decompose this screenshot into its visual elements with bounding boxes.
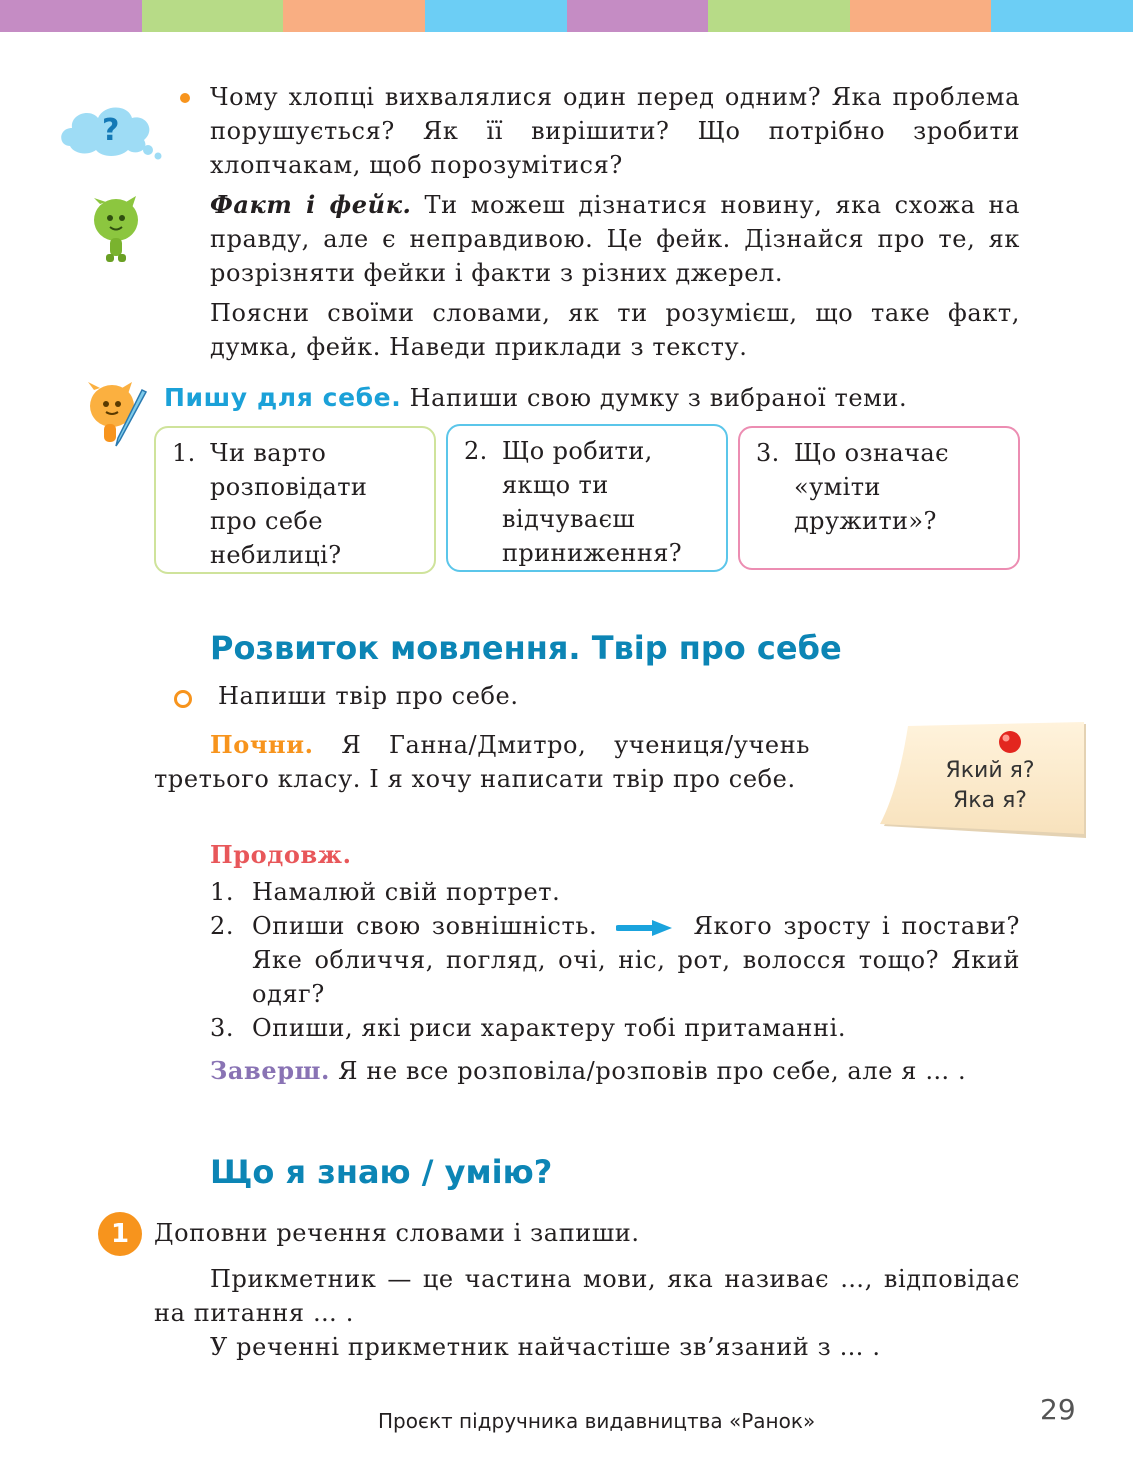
list-item bbox=[210, 909, 1020, 1011]
note-line: Який я? bbox=[945, 758, 1035, 783]
section-title-knowledge: Що я знаю / умію? bbox=[210, 1153, 553, 1191]
bullet-dot bbox=[180, 93, 190, 103]
exercise-number-badge: 1 bbox=[98, 1212, 142, 1256]
topic-number: 1. bbox=[172, 439, 196, 467]
step-text: Опиши свою зовнішність. bbox=[252, 912, 598, 940]
step-text: Опиши, які риси характеру тобі притаманні. bbox=[252, 1014, 847, 1042]
exercise-sentence: Прикметник — це частина мови, яка називає …, відповідає на питання … . bbox=[154, 1265, 1020, 1327]
fact-fake-text: Ти можеш дізнатися новину, яка схожа на правду, але є неправдивою. Це фейк. Дізнайся про те, як розрізняти фейки і факти з різних джерел. bbox=[210, 191, 1020, 287]
finish-label: Заверш. bbox=[210, 1056, 330, 1085]
topic-text: Що означає «уміти дружити»? bbox=[794, 439, 949, 535]
step-number: 3. bbox=[210, 1014, 235, 1042]
fact-fake-label: Факт і фейк. bbox=[210, 190, 412, 219]
note-text bbox=[905, 756, 1075, 816]
footer-publisher: Проєкт підручника видавництва «Ранок» bbox=[378, 1409, 816, 1433]
step-number: 2. bbox=[210, 912, 235, 940]
write-for-self-line bbox=[164, 381, 1024, 415]
page-number: 29 bbox=[1040, 1393, 1076, 1426]
essay-steps-list bbox=[210, 875, 1020, 1045]
stripe-segment bbox=[283, 0, 425, 32]
essay-start-paragraph bbox=[154, 728, 810, 796]
write-for-self-text: Напиши свою думку з вибраної теми. bbox=[401, 384, 908, 412]
step-number: 1. bbox=[210, 878, 235, 906]
topic-card[interactable] bbox=[154, 426, 436, 574]
top-color-stripe bbox=[0, 0, 1133, 32]
start-label: Почни. bbox=[210, 730, 314, 759]
task-ring-marker bbox=[174, 690, 192, 708]
topic-text: Що робити, якщо ти відчуваєш приниження? bbox=[502, 437, 683, 567]
essay-task: Напиши твір про себе. bbox=[218, 682, 519, 710]
continue-label: Продовж. bbox=[210, 840, 352, 869]
section-title-essay: Розвиток мовлення. Твір про себе bbox=[210, 629, 842, 667]
stripe-segment bbox=[142, 0, 284, 32]
stripe-segment bbox=[425, 0, 567, 32]
note-line: Яка я? bbox=[953, 788, 1027, 813]
topic-number: 2. bbox=[464, 437, 488, 465]
fact-and-fake-paragraph bbox=[210, 188, 1020, 290]
arrow-right-icon bbox=[616, 918, 674, 938]
exercise-sentence: У реченні прикметник найчастіше зв’язаний з … . bbox=[210, 1333, 881, 1361]
topic-card[interactable] bbox=[738, 426, 1020, 570]
step-text: Намалюй свій портрет. bbox=[252, 878, 561, 906]
stripe-segment bbox=[0, 0, 142, 32]
green-character-icon bbox=[86, 196, 144, 266]
topic-card[interactable] bbox=[446, 424, 728, 572]
topic-text: Чи варто розповідати про себе небилиці? bbox=[210, 439, 368, 569]
svg-text:?: ? bbox=[102, 113, 120, 148]
stripe-segment bbox=[991, 0, 1133, 32]
stripe-segment bbox=[850, 0, 992, 32]
explain-paragraph: Поясни своїми словами, як ти розумієш, що таке факт, думка, фейк. Наведи приклади з тексту. bbox=[210, 299, 1020, 361]
list-item bbox=[210, 875, 1020, 909]
writing-pencil-icon bbox=[82, 380, 150, 450]
essay-finish-paragraph bbox=[154, 1054, 1020, 1088]
start-text: Я Ганна/Дмитро, учениця/учень третього класу. І я хочу написати твір про себе. bbox=[154, 731, 810, 793]
stripe-segment bbox=[567, 0, 709, 32]
exercise-task: Доповни речення словами і запиши. bbox=[154, 1219, 640, 1247]
topic-number: 3. bbox=[756, 439, 780, 467]
step-text-questions: Якого зросту і постави? Яке обличчя, погляд, очі, ніс, рот, волосся тощо? Який одяг? bbox=[252, 912, 1020, 1008]
stripe-segment bbox=[708, 0, 850, 32]
finish-text: Я не все розповіла/розповів про себе, але я … . bbox=[329, 1057, 967, 1085]
question-cloud-icon bbox=[56, 98, 166, 162]
write-for-self-label: Пишу для себе. bbox=[164, 383, 402, 412]
list-item bbox=[210, 1011, 1020, 1045]
discussion-question: Чому хлопці вихвалялися один перед одним? Яка проблема порушується? Як її вирішити? Що потрібно зробити хлопчакам, щоб порозумітися? bbox=[210, 83, 1020, 179]
